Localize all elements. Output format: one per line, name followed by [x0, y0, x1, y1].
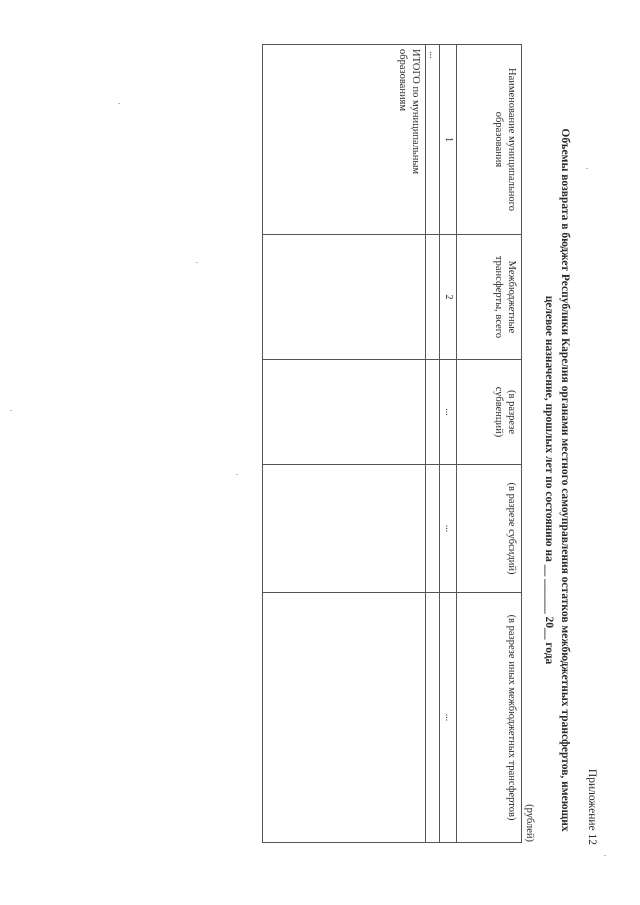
scan-speck: [10, 410, 12, 411]
document-title: [541, 100, 573, 860]
scan-speck: [604, 855, 606, 856]
table-cell: [425, 465, 440, 593]
header-cell: Наименование муниципального образования: [456, 45, 521, 235]
scan-speck: [236, 474, 238, 475]
title-line-2: целевое назначение, прошлых лет по состоянию на __ ______ 20__ года: [543, 295, 555, 665]
units-label: (рублей): [524, 804, 535, 842]
column-number-cell: 2: [440, 235, 457, 360]
table-row: [425, 45, 440, 843]
table-cell: [425, 235, 440, 360]
column-number-cell: 1: [440, 45, 457, 235]
scan-speck: [196, 262, 198, 263]
scan-speck: [586, 168, 588, 169]
total-cell: [263, 235, 426, 360]
header-cell: (в разрезе иных межбюджетных трансфертов): [456, 593, 521, 843]
total-cell: [263, 593, 426, 843]
table-cell: [425, 593, 440, 843]
column-number-cell: ...: [440, 360, 457, 465]
total-cell: [263, 465, 426, 593]
total-row: [263, 45, 426, 843]
appendix-label: Приложение 12: [586, 768, 598, 845]
column-number-cell: ...: [440, 465, 457, 593]
title-line-1: Объемы возврата в бюджет Республики Карелия органами местного самоуправления остатков межбюджетных трансфертов, имеющих: [559, 128, 571, 832]
table-header-row: [456, 45, 521, 843]
column-number-row: [440, 45, 457, 843]
total-cell: [263, 360, 426, 465]
scan-speck: [118, 103, 120, 104]
header-cell: (в разрезе субвенций): [456, 360, 521, 465]
header-cell: (в разрезе субсидий): [456, 465, 521, 593]
table-cell: [425, 360, 440, 465]
column-number-cell: ...: [440, 593, 457, 843]
total-label-cell: ИТОГО по муниципальным образованиям: [263, 45, 426, 235]
header-cell: Межбюджетные трансферты, всего: [456, 235, 521, 360]
table-cell: ...: [425, 45, 440, 235]
returns-table: [262, 44, 522, 843]
